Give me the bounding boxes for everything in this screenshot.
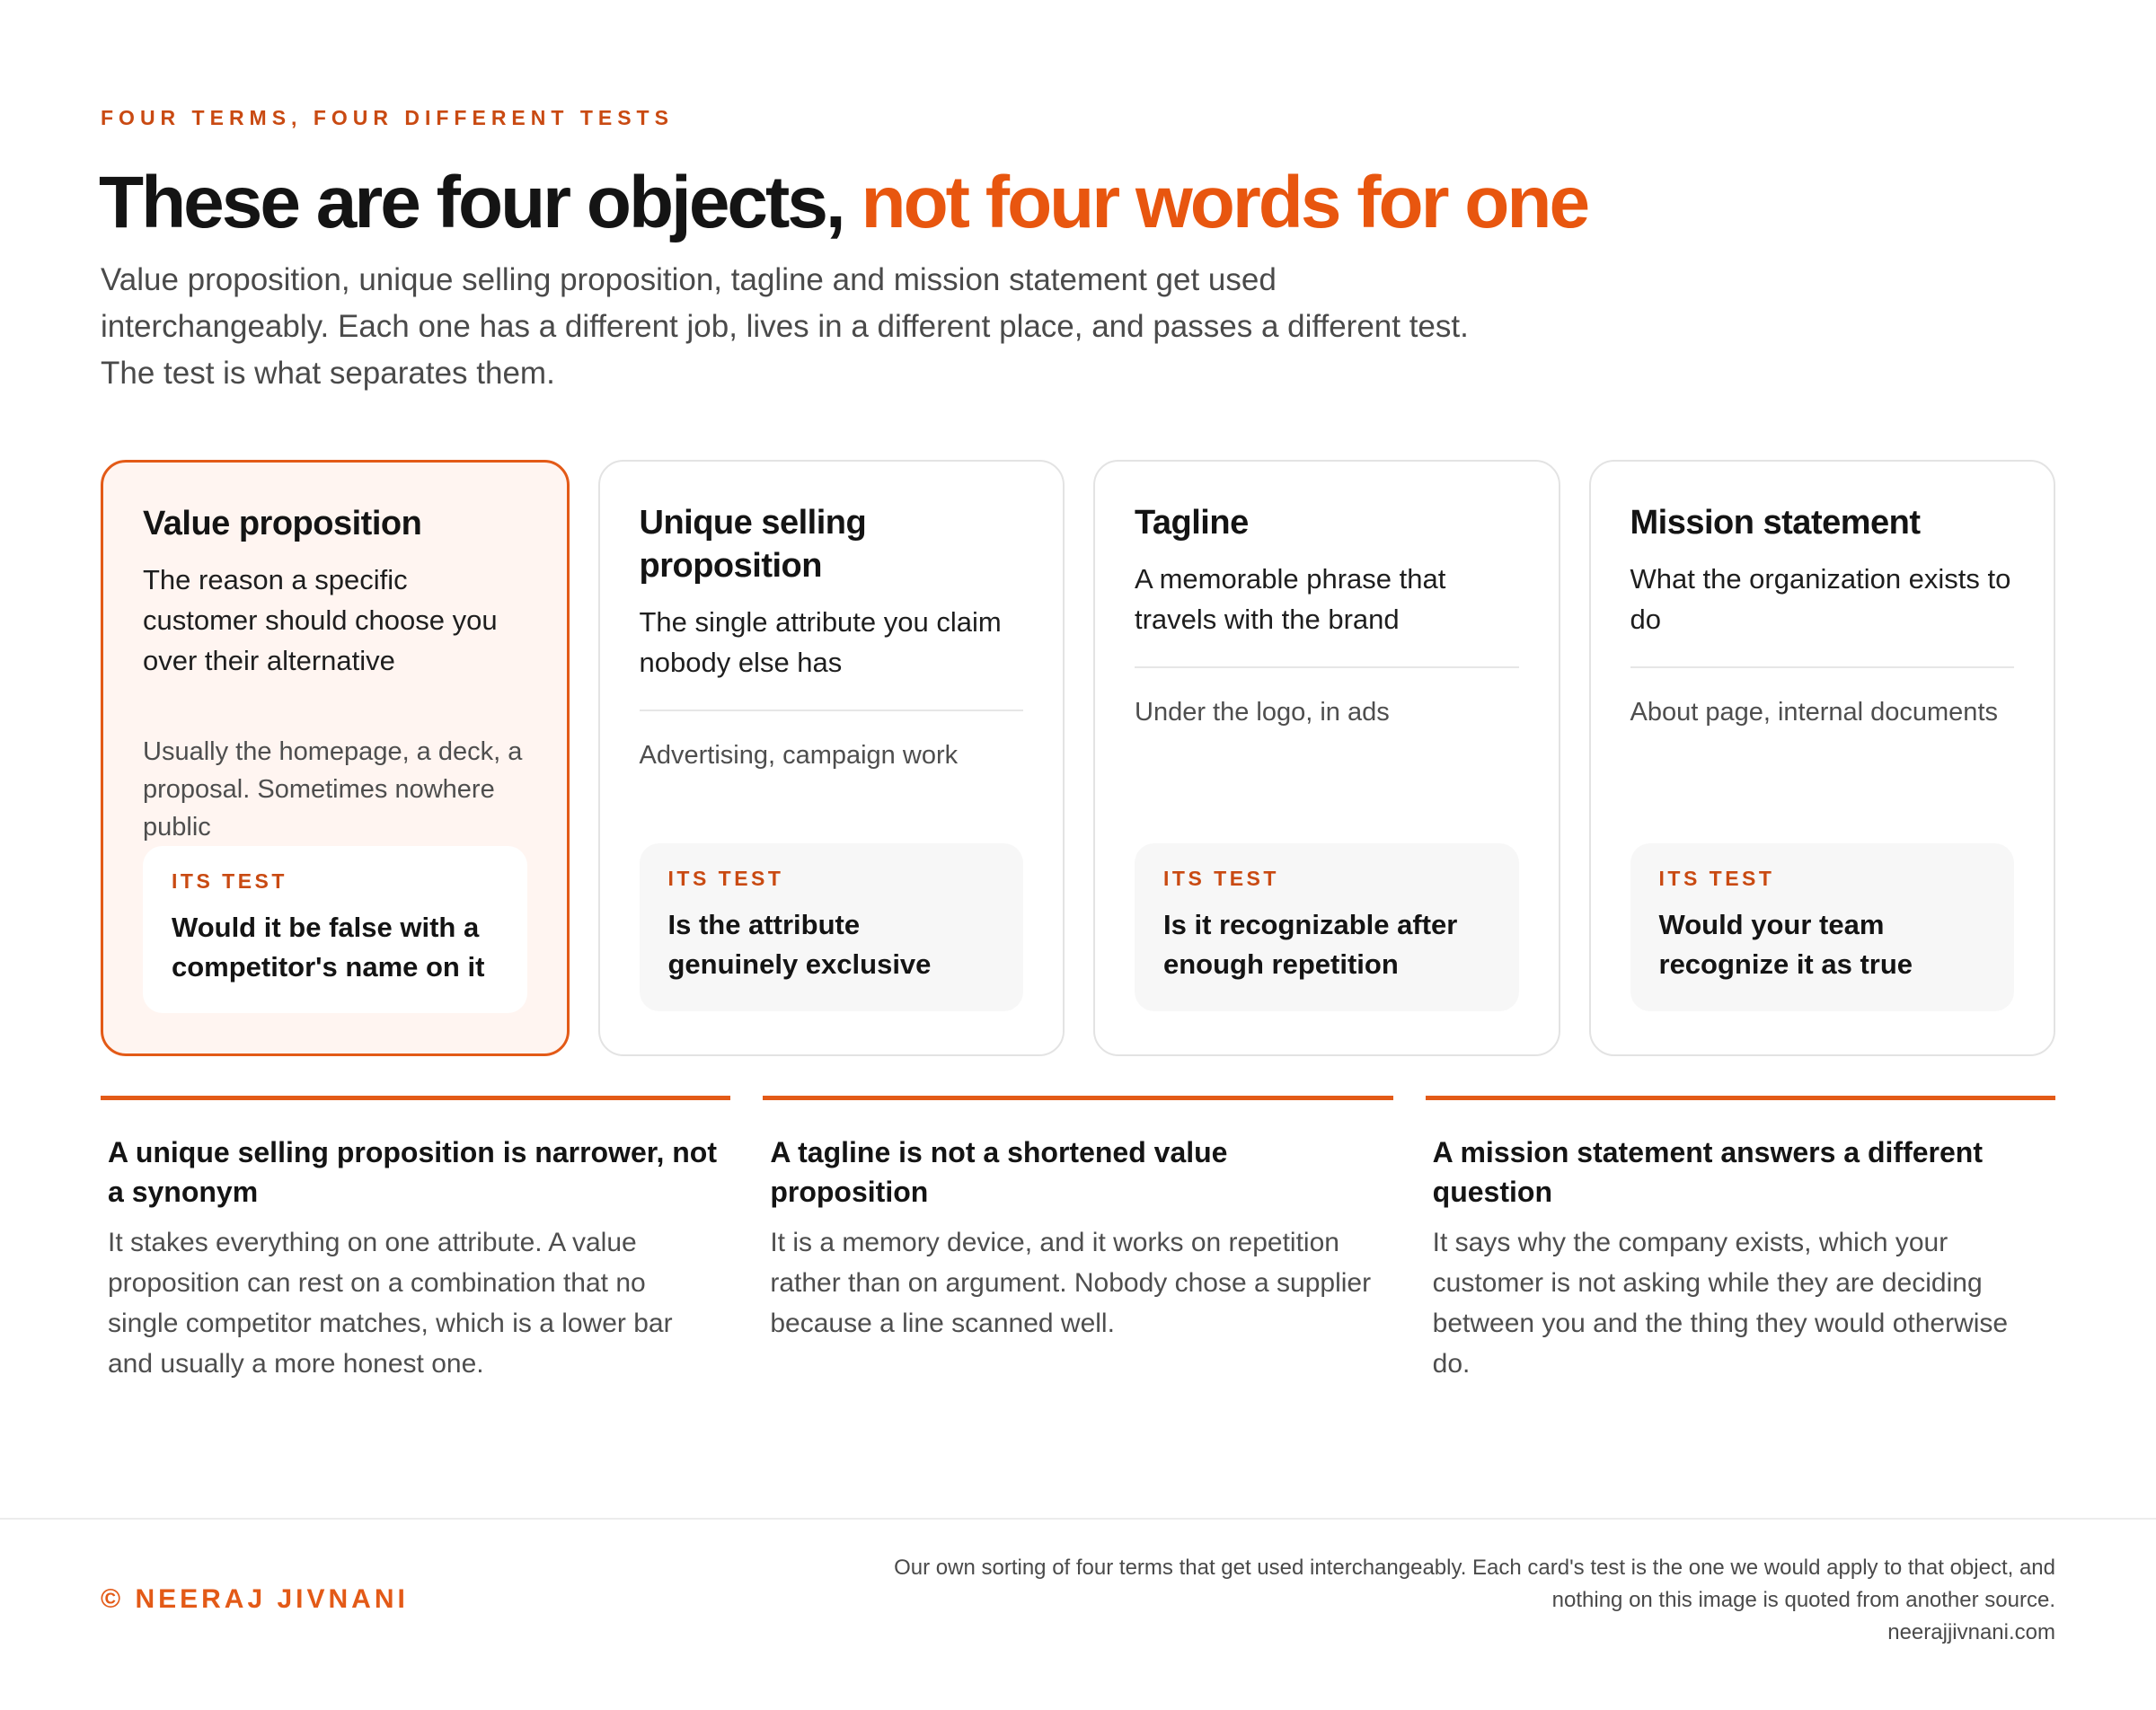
card-test-box xyxy=(1135,843,1519,1011)
card-title: Tagline xyxy=(1135,504,1249,542)
brand-credit: © NEERAJ JIVNANI xyxy=(101,1584,409,1614)
card-definition: The reason a specific customer should choose you over their alternative xyxy=(143,564,498,676)
card-definition: The single attribute you claim nobody else has xyxy=(639,606,1002,678)
test-label: ITS TEST xyxy=(172,869,287,893)
note-usp xyxy=(101,1096,730,1384)
term-cards xyxy=(101,460,2055,1056)
clarification-notes xyxy=(101,1096,2055,1384)
test-text: Would it be false with a competitor's name on it xyxy=(172,912,485,983)
card-divider xyxy=(1135,666,1519,668)
note-body: It stakes everything on one attribute. A value proposition can rest on a combination that no single competitor matches, which is a lower bar and usually a more honest one. xyxy=(108,1228,673,1379)
card-definition: What the organization exists to do xyxy=(1630,563,2011,635)
card-unique-selling-proposition xyxy=(598,460,1065,1056)
note-mission xyxy=(1426,1096,2055,1384)
page-title-accent: not four words for one xyxy=(861,162,1588,243)
card-place: Usually the homepage, a deck, a proposal. Sometimes nowhere public xyxy=(143,737,523,842)
disclaimer-line: Our own sorting of four terms that get used interchangeably. Each card's test is the one we would apply to that object, and xyxy=(894,1556,2055,1580)
card-test-box xyxy=(143,846,527,1013)
note-body: It is a memory device, and it works on repetition rather than on argument. Nobody chose a supplier because a line scanned well. xyxy=(770,1228,1372,1338)
card-test-box xyxy=(640,843,1024,1011)
card-value-proposition xyxy=(101,460,570,1056)
test-text: Is it recognizable after enough repetition xyxy=(1163,909,1458,980)
note-title: A unique selling proposition is narrower, not a synonym xyxy=(108,1136,717,1208)
test-label: ITS TEST xyxy=(1163,867,1279,890)
card-place: Under the logo, in ads xyxy=(1135,698,1390,727)
card-test-box xyxy=(1630,843,2015,1011)
note-title: A tagline is not a shortened value proposition xyxy=(770,1136,1228,1208)
footer-divider xyxy=(0,1518,2156,1520)
test-label: ITS TEST xyxy=(667,867,784,890)
card-mission-statement xyxy=(1589,460,2056,1056)
card-title: Mission statement xyxy=(1630,504,1921,542)
card-title: Value proposition xyxy=(143,505,422,542)
site-url: neerajjivnani.com xyxy=(1887,1620,2055,1644)
test-label: ITS TEST xyxy=(1658,867,1775,890)
test-text: Would your team recognize it as true xyxy=(1658,909,1913,980)
card-definition: A memorable phrase that travels with the brand xyxy=(1135,563,1446,635)
eyebrow-label: FOUR TERMS, FOUR DIFFERENT TESTS xyxy=(101,106,674,129)
page-title xyxy=(99,160,1587,246)
test-text: Is the attribute genuinely exclusive xyxy=(667,909,932,980)
card-divider xyxy=(640,710,1024,711)
note-tagline xyxy=(763,1096,1392,1384)
card-divider xyxy=(1630,666,2015,668)
note-body: It says why the company exists, which your customer is not asking while they are deciding between you and the thing they would otherwise do. xyxy=(1432,1228,2009,1379)
card-tagline xyxy=(1093,460,1560,1056)
intro-paragraph: Value proposition, unique selling proposition, tagline and mission statement get used interchangeably. Each one has a different job, lives in a different place, and passes a different test. The test is what separates them. xyxy=(101,262,1469,391)
note-title: A mission statement answers a different question xyxy=(1432,1136,1983,1208)
card-place: About page, internal documents xyxy=(1630,698,1998,727)
card-place: Advertising, campaign work xyxy=(639,741,959,770)
disclaimer-line: nothing on this image is quoted from another source. xyxy=(1551,1588,2055,1612)
page-title-main: These are four objects, xyxy=(99,162,862,243)
card-title: Unique selling proposition xyxy=(639,504,867,585)
footer-disclaimer xyxy=(798,1552,2055,1649)
